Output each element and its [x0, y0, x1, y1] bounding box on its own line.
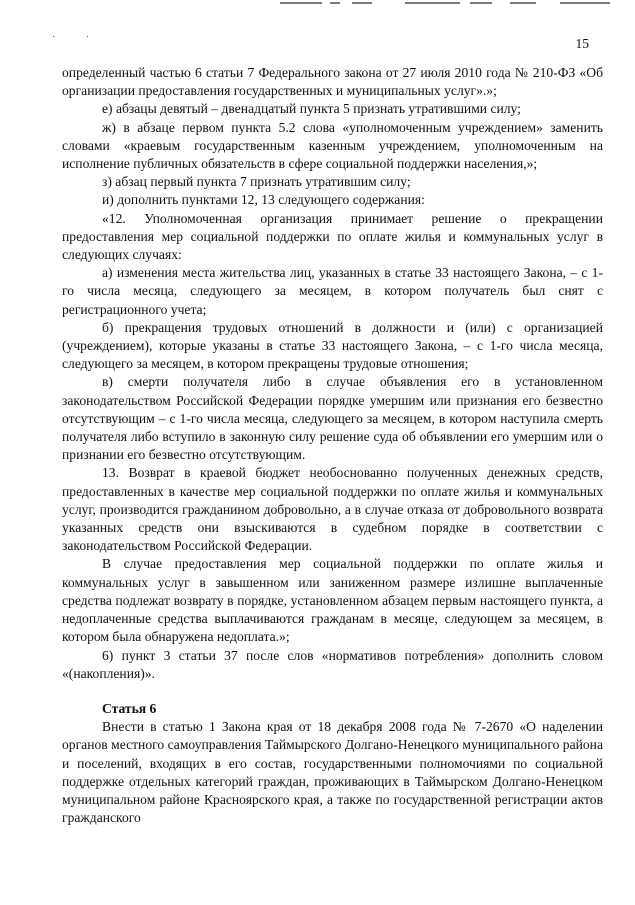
paragraph: з) абзац первый пункта 7 признать утратившим силу;: [102, 174, 411, 190]
scan-artifact: [560, 2, 610, 4]
paragraph: а) изменения места жительства лиц, указанных в статье 33 настоящего Закона, – с 1-го числа месяца, следующего за месяцем, в котором получатель был снят с регистрационного учета;: [62, 265, 603, 317]
paragraph: определенный частью 6 статьи 7 Федерального закона от 27 июля 2010 года № 210-ФЗ «Об организации предоставления государственных и муниципальных услуг».»;: [62, 65, 603, 99]
scan-artifact: [280, 2, 322, 4]
paragraph: 13. Возврат в краевой бюджет необоснованно полученных денежных средств, предоставленных в качестве мер социальной поддержки по оплате жилья и коммунальных услуг, производится гражданином добровольно, а в случае отказа от добровольного возврата указанных средств они взыскиваются в судебном порядке в соответствии с законодательством Российской Федерации.: [62, 465, 603, 554]
paragraph: е) абзацы девятый – двенадцатый пункта 5 признать утратившими силу;: [102, 101, 521, 117]
page-number: 15: [575, 36, 589, 51]
paragraph: ж) в абзаце первом пункта 5.2 слова «уполномоченным учреждением» заменить словами «краевым государственным казенным учреждением, уполномоченным на исполнение публичных обязательств в сфере социальной поддержки населения,»;: [62, 119, 603, 172]
paragraph: б) прекращения трудовых отношений в должности и (или) с организацией (учреждением), которые указаны в статье 33 настоящего Закона, – с 1-го числа месяца, следующего за месяцем, в котором прекращены трудовые отношения;: [62, 319, 603, 372]
scan-dots: · ·: [52, 32, 104, 43]
spacer: [62, 683, 603, 700]
scan-artifact: [352, 2, 372, 4]
paragraph: 6) пункт 3 статьи 37 после слов «нормативов потребления» дополнить словом «(накопления)».: [62, 647, 603, 681]
paragraph: в) смерти получателя либо в случае объявления его в установленном законодательством Российской Федерации порядке умершим или признания его безвестно отсутствующим – с 1-го числа месяца, следующего за месяцем, в котором наступила смерть получателя либо вступило в законную силу решение суда об объявлении его умершим или о признании его безвестно отсутствующим.: [62, 374, 603, 463]
article-paragraph: Внести в статью 1 Закона края от 18 декабря 2008 года № 7-2670 «О наделении органов местного самоуправления Таймырского Долгано-Ненецкого муниципального района и поселений, входящих в его состав, государственными полномочиями по социальной поддержке отдельных категорий граждан, проживающих в Таймырском Долгано-Ненецком муниципальном районе Красноярского края, а также по государственной регистрации актов гражданского: [62, 719, 603, 826]
scan-artifact: [470, 2, 492, 4]
paragraph: «12. Уполномоченная организация принимает решение о прекращении предоставления мер социальной поддержки по оплате жилья и коммунальных услуг в следующих случаях:: [62, 210, 603, 263]
paragraph: В случае предоставления мер социальной поддержки по оплате жилья и коммунальных услуг в завышенном или заниженном размере излишне выплаченные средства подлежат возврату в порядке, установленном абзацем первым настоящего пункта, а недоплаченные средства выплачиваются гражданам в месяце, следующем за месяцем, в котором была обнаружена недоплата.»;: [62, 556, 603, 645]
article-heading: Статья 6: [102, 700, 157, 716]
paragraph: и) дополнить пунктами 12, 13 следующего содержания:: [102, 192, 425, 208]
scan-artifact: [405, 2, 460, 4]
document-body: [62, 64, 603, 827]
scan-artifact: [330, 2, 340, 4]
scan-artifact: [510, 2, 536, 4]
